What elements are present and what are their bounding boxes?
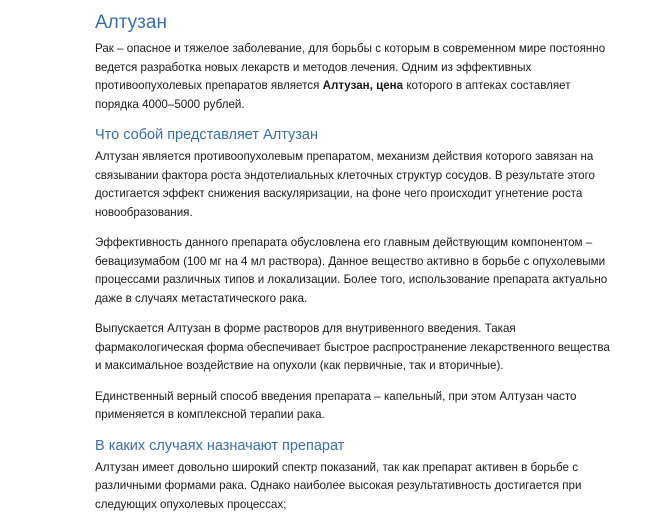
intro-paragraph bbox=[95, 40, 615, 114]
intro-text-before: Рак – опасное и тяжелое заболевание, для борьбы с которым в современном мире постоянно ведется разработка новых лекарств и методов лечения. Одним из эффективных противоопухолевых препаратов является bbox=[95, 42, 605, 92]
paragraph-form: Выпускается Алтузан в форме растворов для внутривенного введения. Такая фармакологическая форма обеспечивает быстрое распространение лекарственного вещества и максимальное воздействие на опухоли (как первичные, так и вторичные). bbox=[95, 320, 615, 376]
intro-text-after: которого в аптеках составляет порядка 4000–5000 рублей. bbox=[95, 79, 571, 111]
section-heading-what-is: Что собой представляет Алтузан bbox=[95, 126, 660, 144]
paragraph-efficacy: Эффективность данного препарата обусловлена его главным действующим компонентом – бевацизумабом (100 мг на 4 мл раствора). Данное вещество активно в борьбе с опухолевыми процессами различных типов и локализации. Более того, использование препарата актуально даже в случаях метастатического рака. bbox=[95, 234, 615, 308]
paragraph-mechanism: Алтузан является противоопухолевым препаратом, механизм действия которого завязан на связывании фактора роста эндотелиальных клеточных структур сосудов. В результате этого достигается эффект снижения васкуляризации, на фоне чего происходит угнетение роста новообразования. bbox=[95, 148, 615, 222]
paragraph-administration: Единственный верный способ введения препарата – капельный, при этом Алтузан часто применяется в комплексной терапии рака. bbox=[95, 388, 615, 425]
section-heading-indications: В каких случаях назначают препарат bbox=[95, 437, 660, 455]
intro-bold-text: Алтузан, цена bbox=[323, 79, 404, 92]
paragraph-indications: Алтузан имеет довольно широкий спектр показаний, так как препарат активен в борьбе с различными формами рака. Однако наиболее высокая результативность достигается при следующих опухолевых процессах; bbox=[95, 459, 615, 514]
page-title: Алтузан bbox=[95, 12, 660, 34]
